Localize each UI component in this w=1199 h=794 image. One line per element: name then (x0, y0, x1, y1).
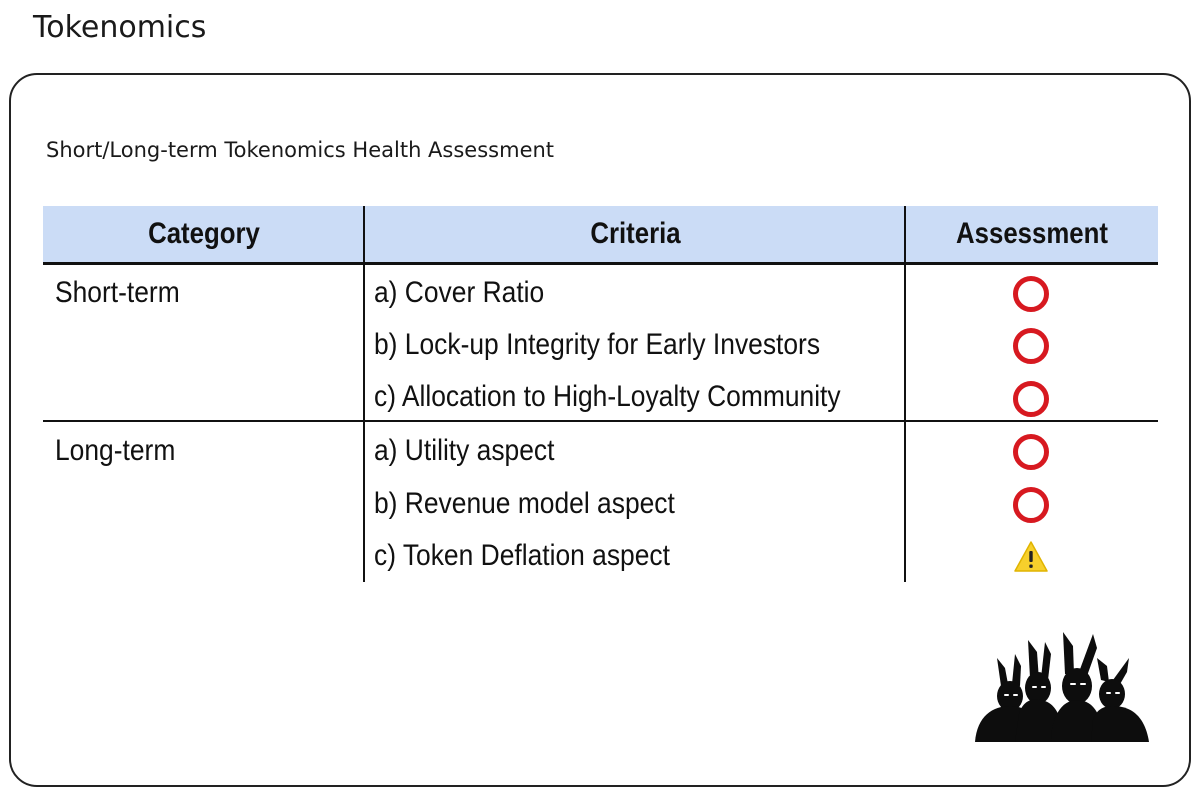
circle-mark-icon (1013, 381, 1049, 417)
header-criteria: Criteria (590, 217, 681, 250)
criteria-allocation-community: c) Allocation to High-Loyalty Community (374, 380, 841, 413)
criteria-lockup-integrity: b) Lock-up Integrity for Early Investors (374, 328, 821, 361)
card-subtitle: Short/Long-term Tokenomics Health Assessment (46, 138, 555, 162)
circle-mark-icon (1013, 276, 1049, 312)
category-long-term: Long-term (55, 434, 176, 467)
header-category: Category (148, 217, 260, 250)
criteria-token-deflation: c) Token Deflation aspect (374, 539, 670, 572)
circle-mark-icon (1013, 434, 1049, 470)
assessment-table (43, 206, 1158, 582)
criteria-utility: a) Utility aspect (374, 434, 555, 467)
group-rule (43, 420, 1158, 422)
header-assessment: Assessment (955, 217, 1109, 250)
criteria-revenue-model: b) Revenue model aspect (374, 487, 675, 520)
criteria-cover-ratio: a) Cover Ratio (374, 276, 545, 309)
category-short-term: Short-term (55, 276, 180, 309)
circle-mark-icon (1013, 328, 1049, 364)
warning-icon (1013, 540, 1049, 576)
table-header (43, 206, 1158, 262)
circle-mark-icon (1013, 487, 1049, 523)
page-title: Tokenomics (33, 10, 207, 45)
rabbit-silhouette-logo (975, 628, 1151, 742)
header-rule (43, 262, 1158, 265)
